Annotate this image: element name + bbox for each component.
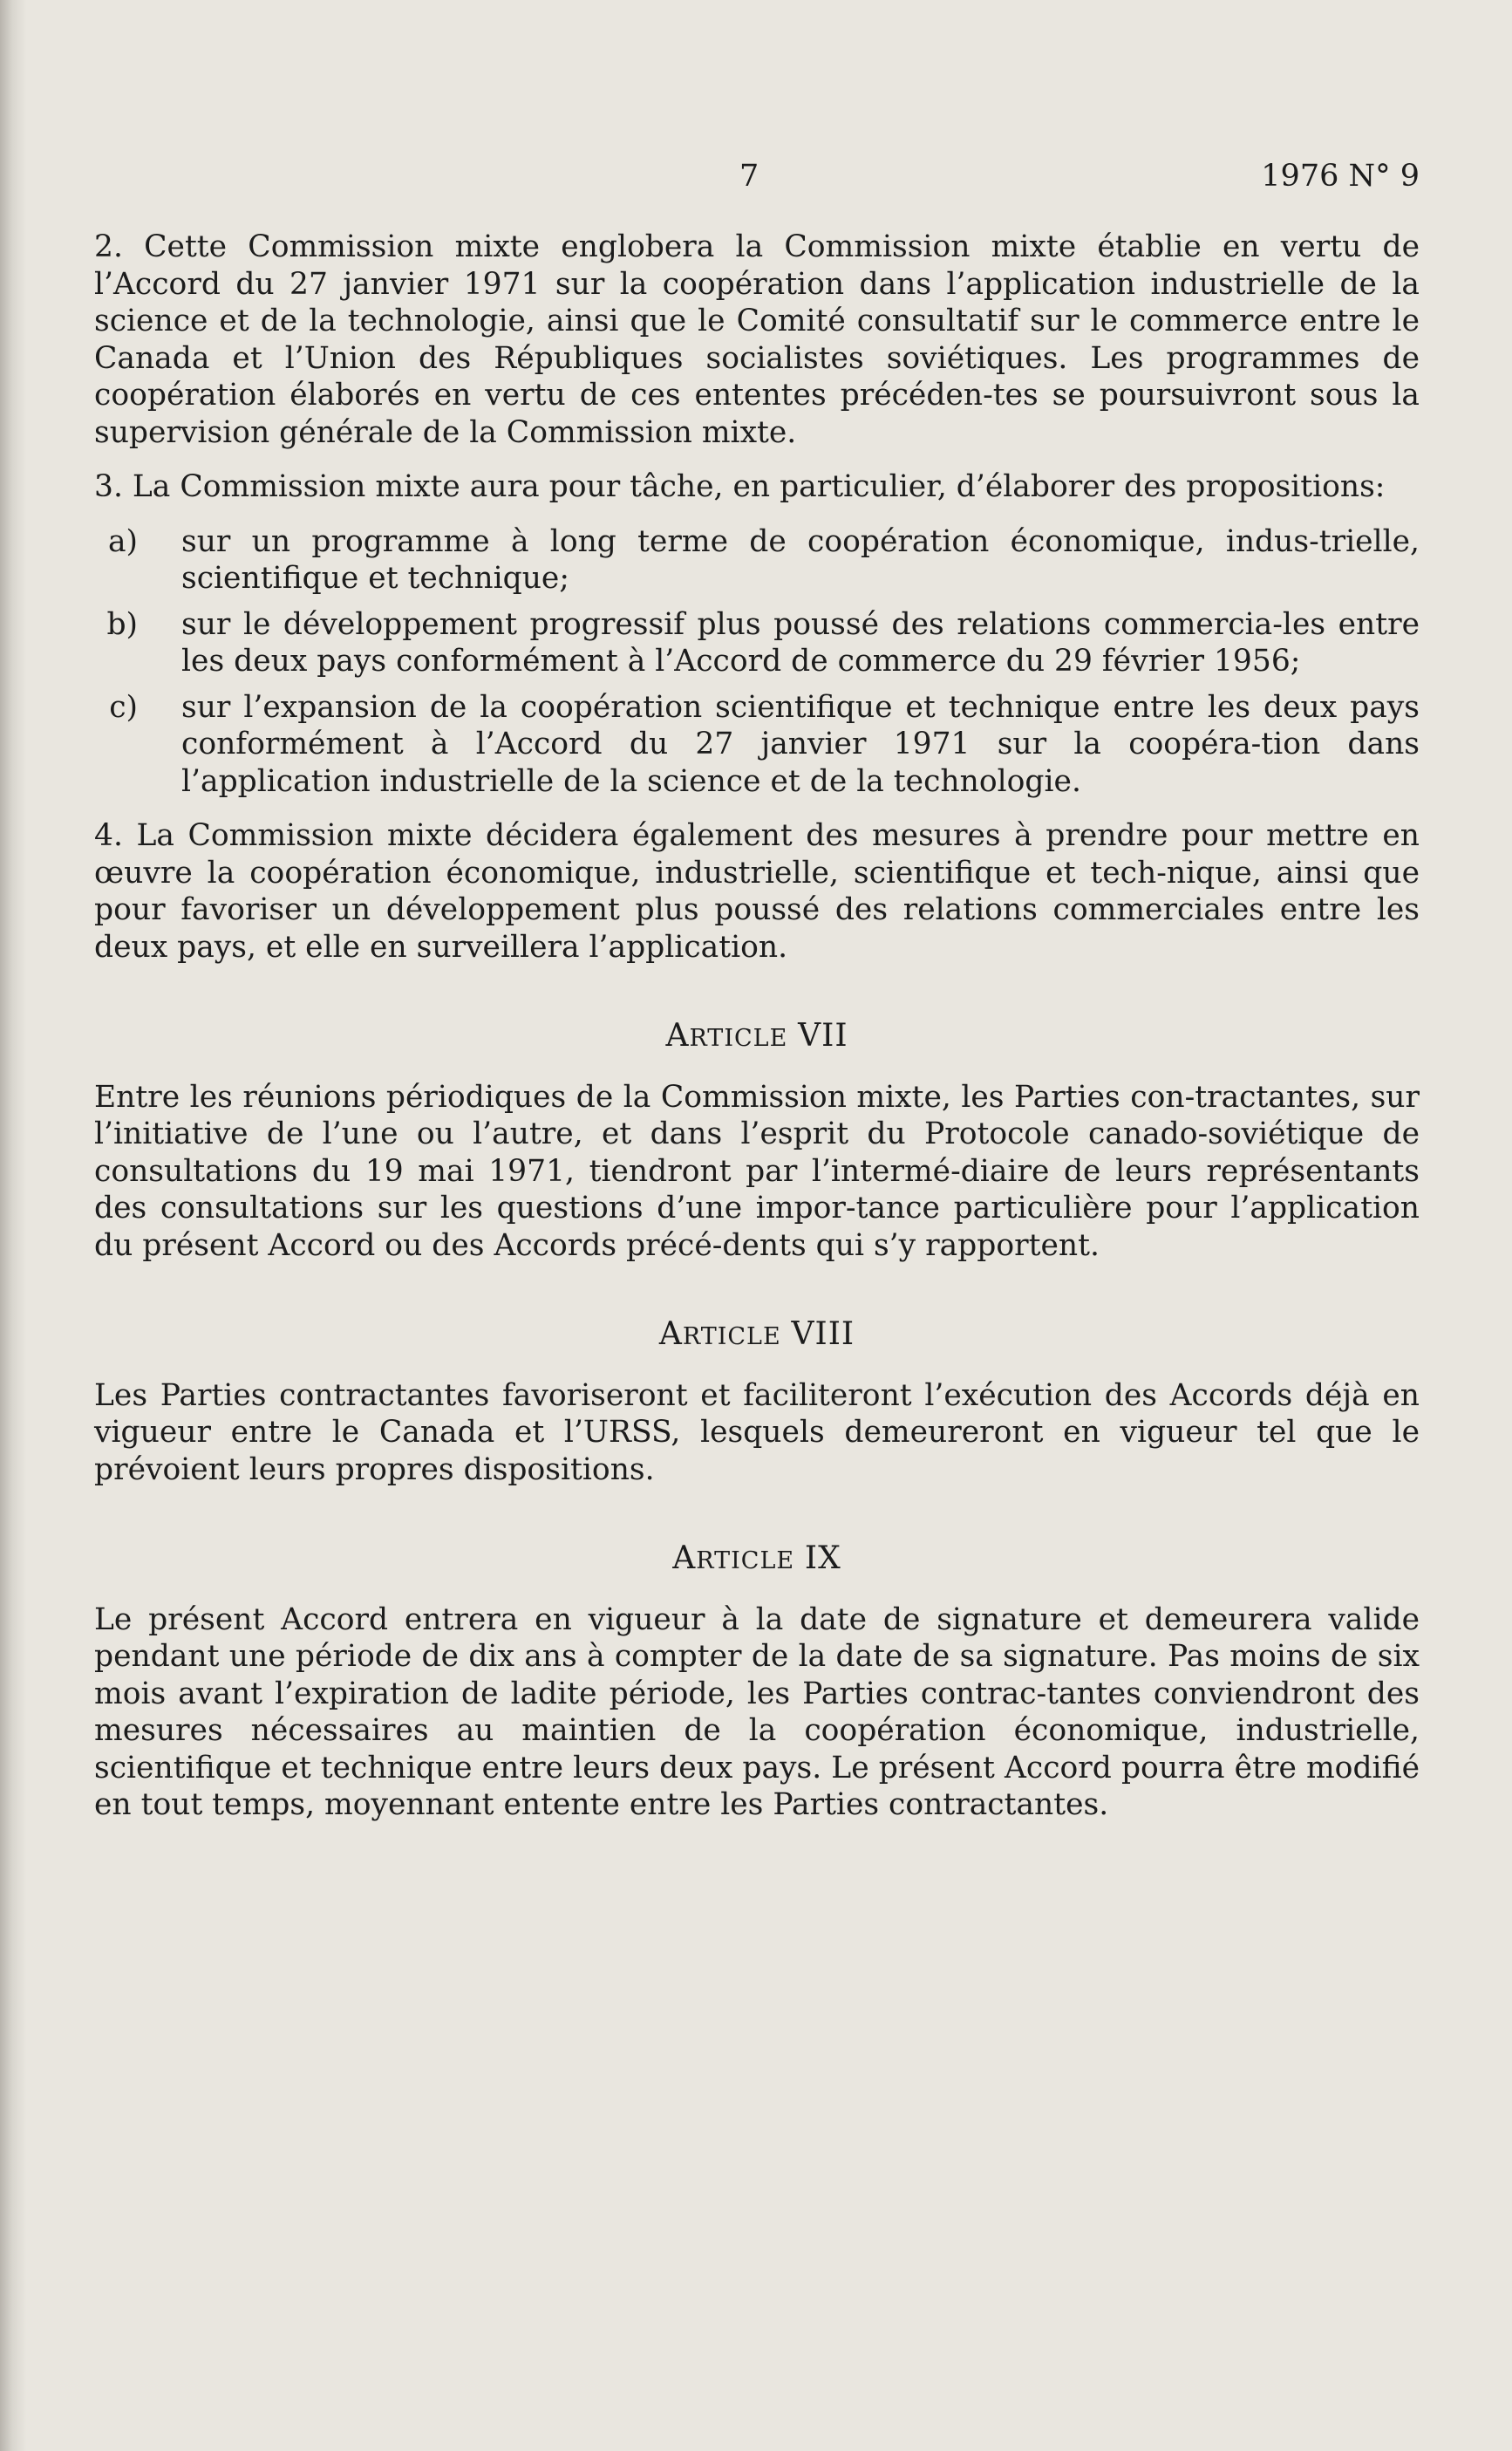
list-item-text: sur un programme à long terme de coopération économique, indus-trielle, scientifique et technique; [181, 523, 1420, 596]
list-item [94, 606, 1420, 680]
document-body [94, 229, 1420, 1824]
issue-number: 1976 N° 9 [1261, 159, 1420, 194]
article-vii-heading: ARTICLE VII [665, 1018, 848, 1054]
list-marker: c) [109, 689, 138, 725]
paragraph-4: 4. La Commission mixte décidera également des mesures à prendre pour mettre en œuvre la coopération économique, industrielle, scientifique et tech-nique, ainsi que pour favoriser un développement plus poussé des relations commerciales entre les deux pays, et elle en surveillera l’application. [94, 818, 1420, 965]
article-viii-text: Les Parties contractantes favoriseront et faciliteront l’exécution des Accords déjà en vigueur entre le Canada et l’URSS, lesquels demeureront en vigueur tel que le prévoient leurs propres dispositions. [94, 1377, 1420, 1487]
page-header [94, 159, 1420, 202]
list-item [94, 689, 1420, 801]
document-page [94, 0, 1420, 2451]
list-item-text: sur le développement progressif plus poussé des relations commercia-les entre les deux pays conformément à l’Accord de commerce du 29 février 1956; [181, 606, 1420, 679]
proposal-list [94, 523, 1420, 801]
page-number: 7 [739, 159, 759, 194]
list-item-text: sur l’expansion de la coopération scientifique et technique entre les deux pays conformément à l’Accord du 27 janvier 1971 sur la coopéra-tion dans l’application industrielle de la science et de la technologie. [181, 689, 1420, 799]
book-spine-shadow [0, 0, 26, 2451]
paragraph-2: 2. Cette Commission mixte englobera la Commission mixte établie en vertu de l’Accord du 27 janvier 1971 sur la coopération dans l’application industrielle de la science et de la technologie, ainsi que le Comité consultatif sur le commerce entre le Canada et l’Union des Républiques socialistes soviétiques. Les programmes de coopération élaborés en vertu de ces ententes précéden-tes se poursuivront sous la supervision générale de la Commission mixte. [94, 229, 1420, 450]
article-ix-heading: ARTICLE IX [672, 1540, 841, 1576]
article-viii-heading: ARTICLE VIII [658, 1316, 855, 1352]
article-vii-text: Entre les réunions périodiques de la Commission mixte, les Parties con-tractantes, sur l’initiative de l’une ou l’autre, et dans l’esprit du Protocole canado-soviétique de consultations du 19 mai 1971, tiendront par l’intermé-diaire de leurs représentants des consultations sur les questions d’une impor-tance particulière pour l’application du présent Accord ou des Accords précé-dents qui s’y rapportent. [94, 1079, 1420, 1263]
paragraph-3-intro: 3. La Commission mixte aura pour tâche, en particulier, d’élaborer des propositions: [94, 469, 1386, 504]
list-item [94, 523, 1420, 597]
list-marker: b) [106, 606, 138, 642]
article-ix-text: Le présent Accord entrera en vigueur à la date de signature et demeurera valide pendant une période de dix ans à compter de la date de sa signature. Pas moins de six mois avant l’expiration de ladite période, les Parties contrac-tantes conviendront des mesures nécessaires au maintien de la coopération économique, industrielle, scientifique et technique entre leurs deux pays. Le présent Accord pourra être modifié en tout temps, moyennant entente entre les Parties contractantes. [94, 1601, 1420, 1822]
list-marker: a) [107, 523, 138, 559]
